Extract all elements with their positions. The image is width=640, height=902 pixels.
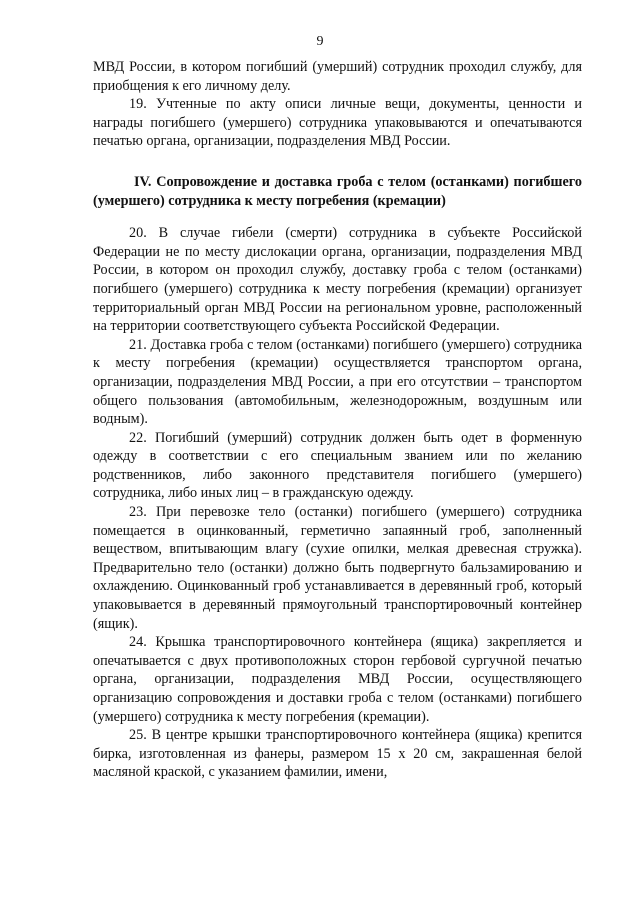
paragraph-continuation: МВД России, в котором погибший (умерший) сотрудник проходил службу, для приобщения к его личному делу.: [93, 59, 582, 94]
paragraph-20: 20. В случае гибели (смерти) сотрудника в субъекте Российской Федерации не по месту дислокации органа, организации, подразделения МВД России, в котором он проходил службу, доставку гроба с телом (останками) погибшего (умершего) сотрудника к месту погребения (кремации) организует территориальный орган МВД России на региональном уровне, расположенный на территории соответствующего субъекта Российской Федерации.: [93, 225, 582, 335]
paragraph-22: 22. Погибший (умерший) сотрудник должен быть одет в форменную одежду в соответствии с его специальным званием или по желанию родственников, либо законного представителя погибшего (умершего) сотрудника, либо иных лиц – в гражданскую одежду.: [93, 429, 582, 502]
paragraph-21: 21. Доставка гроба с телом (останками) погибшего (умершего) сотрудника к месту погребения (кремации) осуществляется транспортом органа, организации, подразделения МВД России, а при его отсутствии – транспортом общего пользования (автомобильным, железнодорожным, воздушным или водным).: [93, 336, 582, 428]
paragraph-19: 19. Учтенные по акту описи личные вещи, документы, ценности и награды погибшего (умершего) сотрудника упаковываются и опечатываются печатью органа, организации, подразделения МВД России.: [93, 96, 582, 150]
document-body: [93, 58, 582, 782]
paragraph-24: 24. Крышка транспортировочного контейнера (ящика) закрепляется и опечатывается с двух противоположных сторон гербовой сургучной печатью органа, организации, подразделения МВД России, осуществляющего организацию сопровождения и доставки гроба с телом (останками) погибшего (умершего) сотрудника к месту погребения (кремации).: [93, 634, 582, 725]
page-number: 9: [316, 34, 324, 49]
section-heading: IV. Сопровождение и доставка гроба с телом (останками) погибшего (умершего) сотрудника к месту погребения (кремации): [93, 173, 582, 209]
paragraph-23: 23. При перевозке тело (останки) погибшего (умершего) сотрудника помещается в оцинкованный, герметично запаянный гроб, заполненный веществом, впитывающим влагу (сухие опилки, мелкая древесная стружка). Предварительно тело (останки) должно быть подвергнуто бальзамированию и охлаждению. Оцинкованный гроб устанавливается в деревянный гроб, который упаковывается в деревянный прямоугольный транспортировочный контейнер (ящик).: [93, 504, 582, 632]
paragraph-25: 25. В центре крышки транспортировочного контейнера (ящика) крепится бирка, изготовленная из фанеры, размером 15 х 20 см, закрашенная белой масляной краской, с указанием фамилии, имени,: [93, 727, 582, 781]
